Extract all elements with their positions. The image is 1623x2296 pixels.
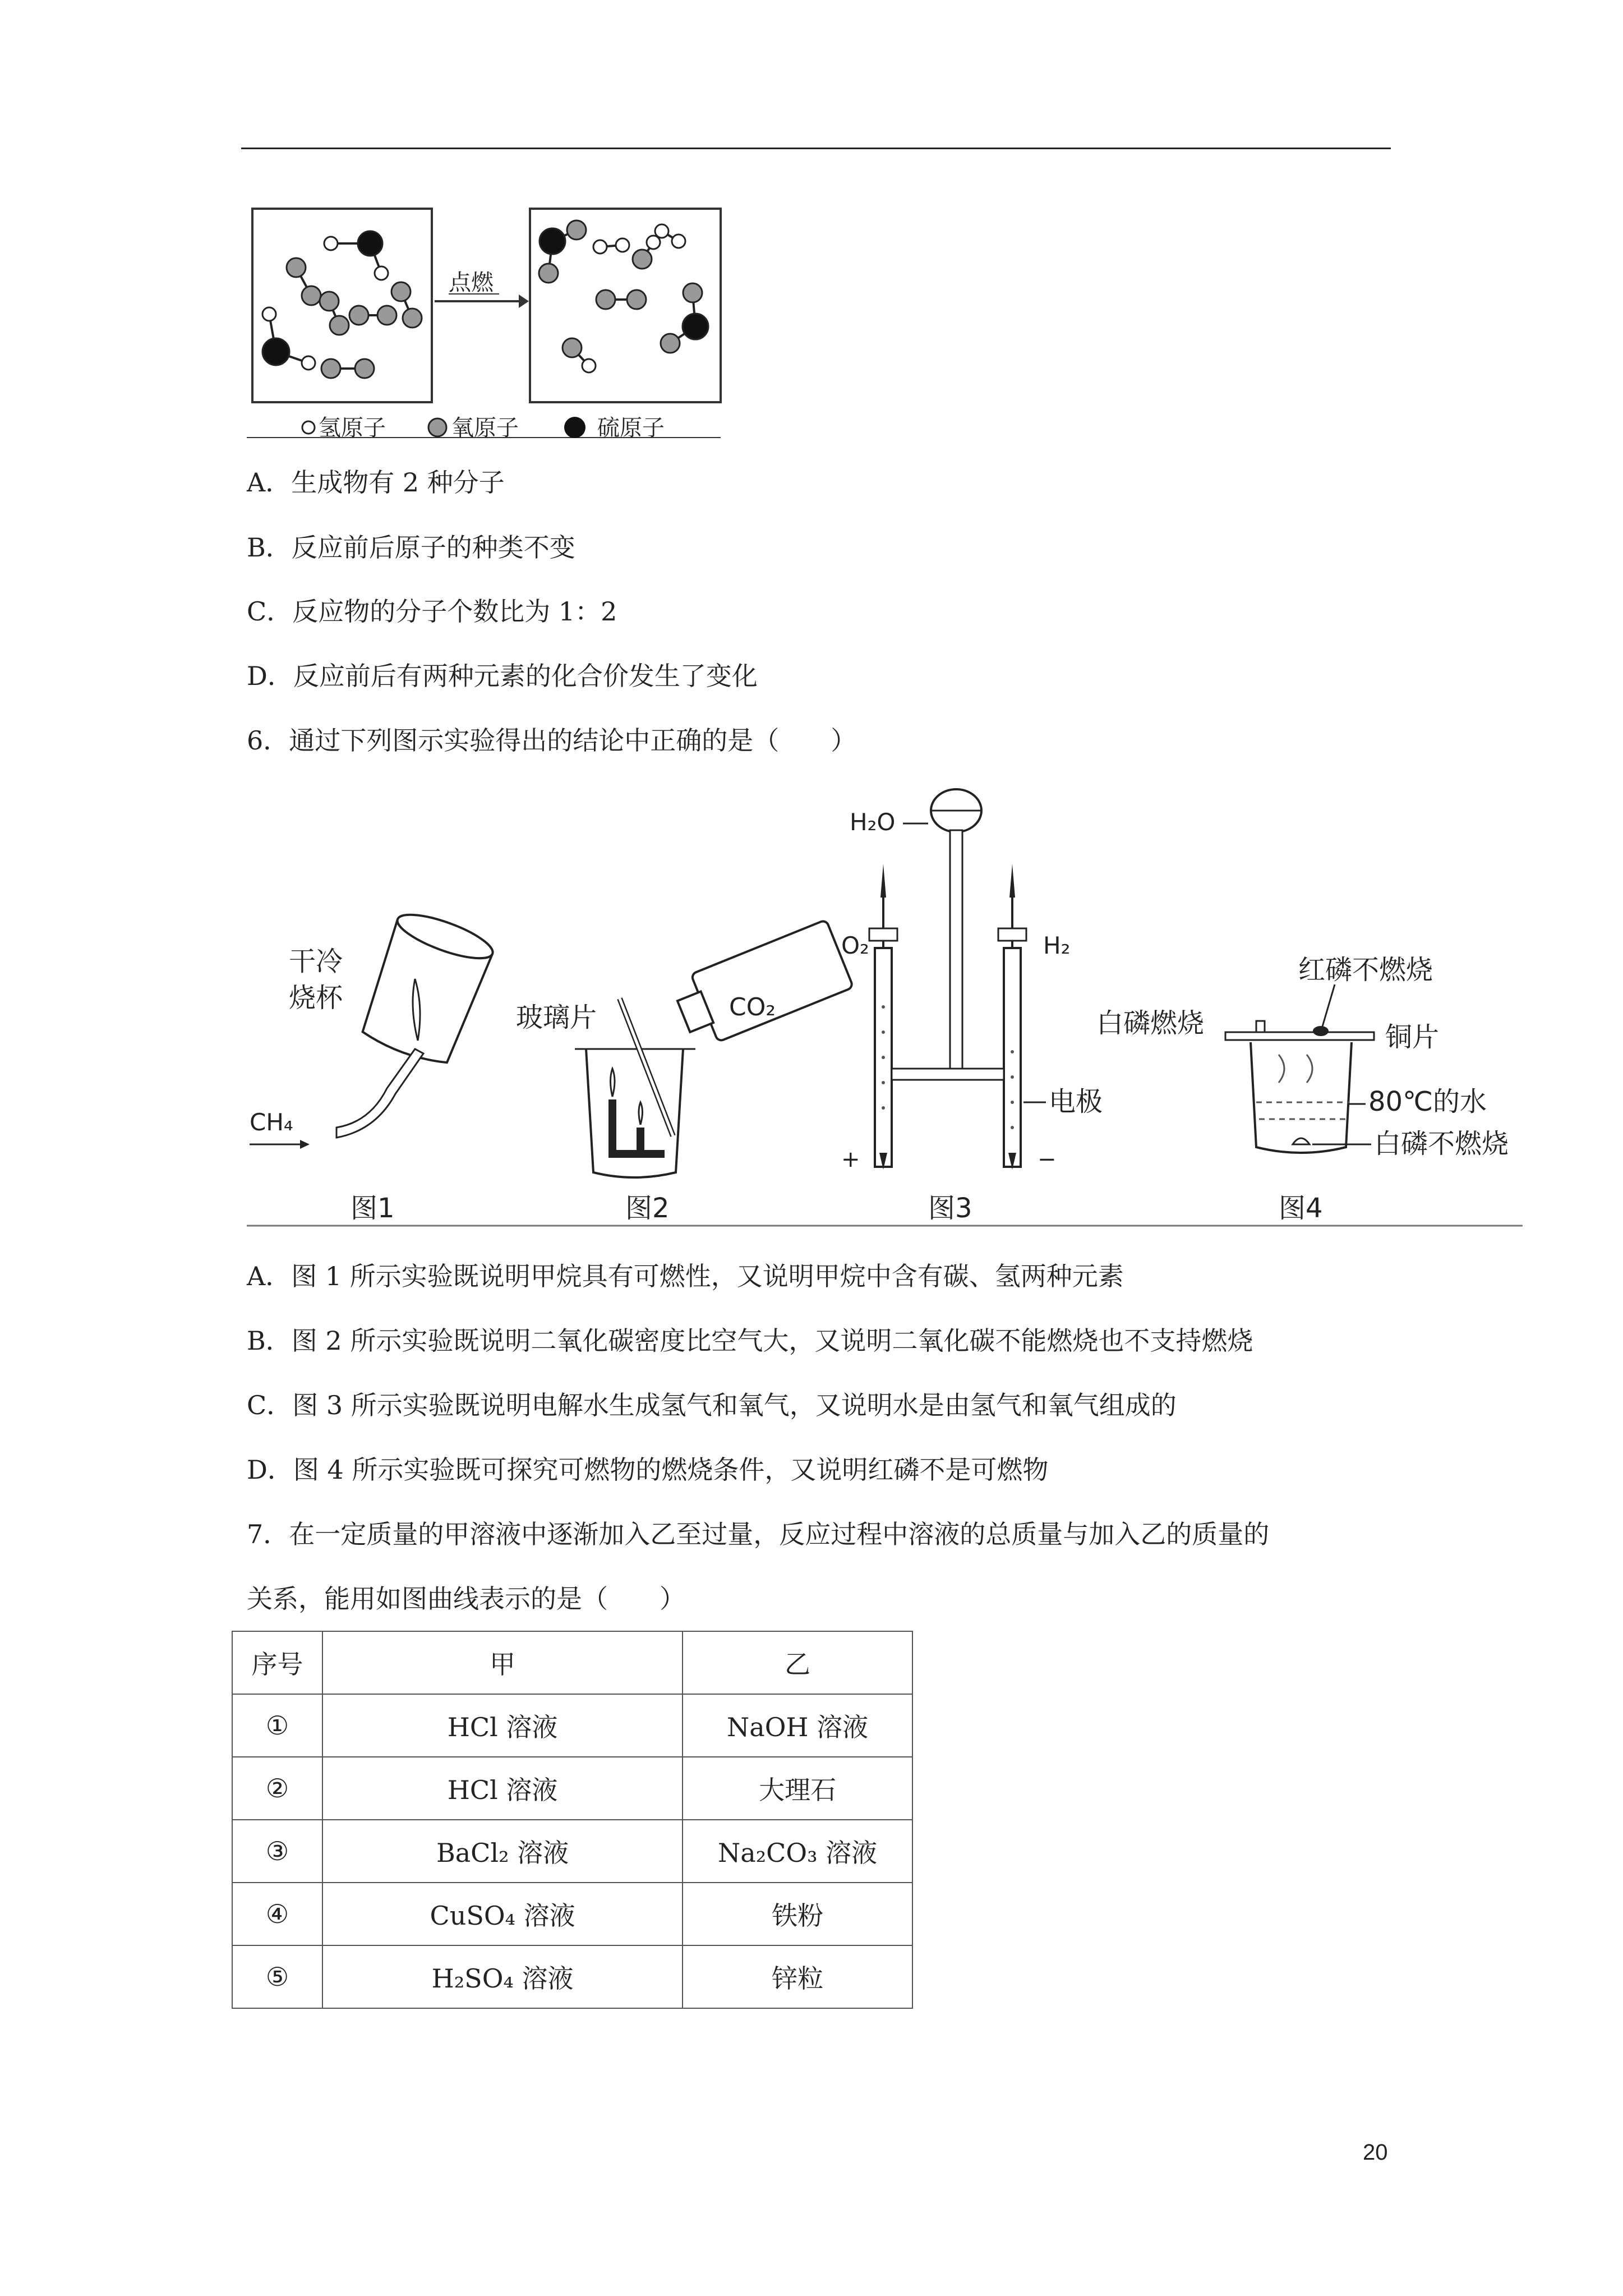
q6-option-a: A．图 1 所示实验既说明甲烷具有可燃性，又说明甲烷中含有碳、氢两种元素 (247, 1261, 1124, 1291)
header-rule (241, 148, 1391, 149)
reactants-box (252, 209, 432, 402)
table-header-row (232, 1631, 912, 1694)
row-jia: BaCl₂ 溶液 (322, 1820, 683, 1883)
table-row (232, 1945, 912, 2008)
fig1-gas: CH₄ (250, 1108, 293, 1136)
legend-oxygen: 氧原子 (451, 415, 519, 441)
fig3-o2: O₂ (841, 932, 869, 959)
fig4-red-p: 红磷不燃烧 (1298, 954, 1433, 986)
fig2-gas: CO₂ (729, 993, 776, 1022)
row-jia: H₂SO₄ 溶液 (322, 1945, 683, 2008)
fig1-cup-line1: 干冷 (289, 946, 343, 977)
fig3-minus: − (1038, 1147, 1057, 1172)
row-index: ⑤ (232, 1945, 322, 2008)
q6-option-d: D．图 4 所示实验既可探究可燃物的燃烧条件，又说明红磷不是可燃物 (247, 1455, 1049, 1485)
fig4-caption: 图4 (1279, 1193, 1323, 1224)
table-row (232, 1757, 912, 1820)
q7-stem-line1: 7．在一定质量的甲溶液中逐渐加入乙至过量，反应过程中溶液的总质量与加入乙的质量的 (247, 1519, 1270, 1549)
q5-option-d: D．反应前后有两种元素的化合价发生了变化 (247, 661, 758, 691)
reaction-diagram (247, 203, 735, 441)
q5-option-a: A．生成物有 2 种分子 (247, 467, 505, 498)
row-yi: Na₂CO₃ 溶液 (683, 1820, 912, 1883)
reaction-arrow-icon (435, 295, 529, 308)
table-row (232, 1820, 912, 1883)
table-row (232, 1694, 912, 1757)
q6-stem: 6．通过下列图示实验得出的结论中正确的是（ ） (247, 725, 857, 756)
q5-option-b: B．反应前后原子的种类不变 (247, 532, 575, 563)
row-jia: HCl 溶液 (322, 1694, 683, 1757)
q6-option-c: C．图 3 所示实验既说明电解水生成氢气和氧气，又说明水是由氢气和氧气组成的 (247, 1390, 1177, 1420)
fig2-glass: 玻璃片 (516, 1002, 597, 1033)
q7-table (232, 1631, 913, 2009)
fig4-copper: 铜片 (1385, 1022, 1440, 1053)
legend-sulfur: 硫原子 (597, 415, 665, 441)
row-yi: 铁粉 (683, 1883, 912, 1945)
fig3-water: H₂O (850, 808, 896, 836)
q6-option-b: B．图 2 所示实验既说明二氧化碳密度比空气大，又说明二氧化碳不能燃烧也不支持燃烧 (247, 1326, 1253, 1356)
fig2-caption: 图2 (625, 1193, 670, 1224)
fig4-white-no: 白磷不燃烧 (1374, 1128, 1509, 1159)
fig4-water: 80℃的水 (1368, 1086, 1487, 1117)
header-jia: 甲 (322, 1631, 683, 1694)
row-index: ③ (232, 1820, 322, 1883)
fig1-cup-line2: 烧杯 (289, 982, 343, 1014)
experiment-figure (247, 785, 1523, 1234)
q7-stem-line2: 关系，能用如图曲线表示的是（ ） (247, 1584, 685, 1614)
row-index: ② (232, 1757, 322, 1820)
q5-option-c: C．反应物的分子个数比为 1：2 (247, 596, 617, 627)
header-yi: 乙 (683, 1631, 912, 1694)
header-index: 序号 (232, 1631, 322, 1694)
page-number: 20 (1363, 2140, 1388, 2165)
row-yi: 锌粒 (683, 1945, 912, 2008)
hydrogen-atom-icon (302, 421, 315, 434)
row-index: ① (232, 1694, 322, 1757)
fig3-plus: + (841, 1147, 860, 1172)
row-yi: 大理石 (683, 1757, 912, 1820)
row-jia: HCl 溶液 (322, 1757, 683, 1820)
row-index: ④ (232, 1883, 322, 1945)
table-row (232, 1883, 912, 1945)
fig3-electrode: 电极 (1049, 1086, 1103, 1117)
fig4-white-burn: 白磷燃烧 (1096, 1007, 1205, 1039)
fig1-caption: 图1 (351, 1193, 395, 1224)
row-yi: NaOH 溶液 (683, 1694, 912, 1757)
legend-hydrogen: 氢原子 (319, 415, 386, 441)
row-jia: CuSO₄ 溶液 (322, 1883, 683, 1945)
sulfur-atom-icon (564, 417, 585, 438)
fig3-caption: 图3 (928, 1193, 972, 1224)
fig3-h2: H₂ (1043, 932, 1071, 959)
oxygen-atom-icon (428, 418, 446, 436)
reaction-condition-label: 点燃 (449, 270, 494, 296)
